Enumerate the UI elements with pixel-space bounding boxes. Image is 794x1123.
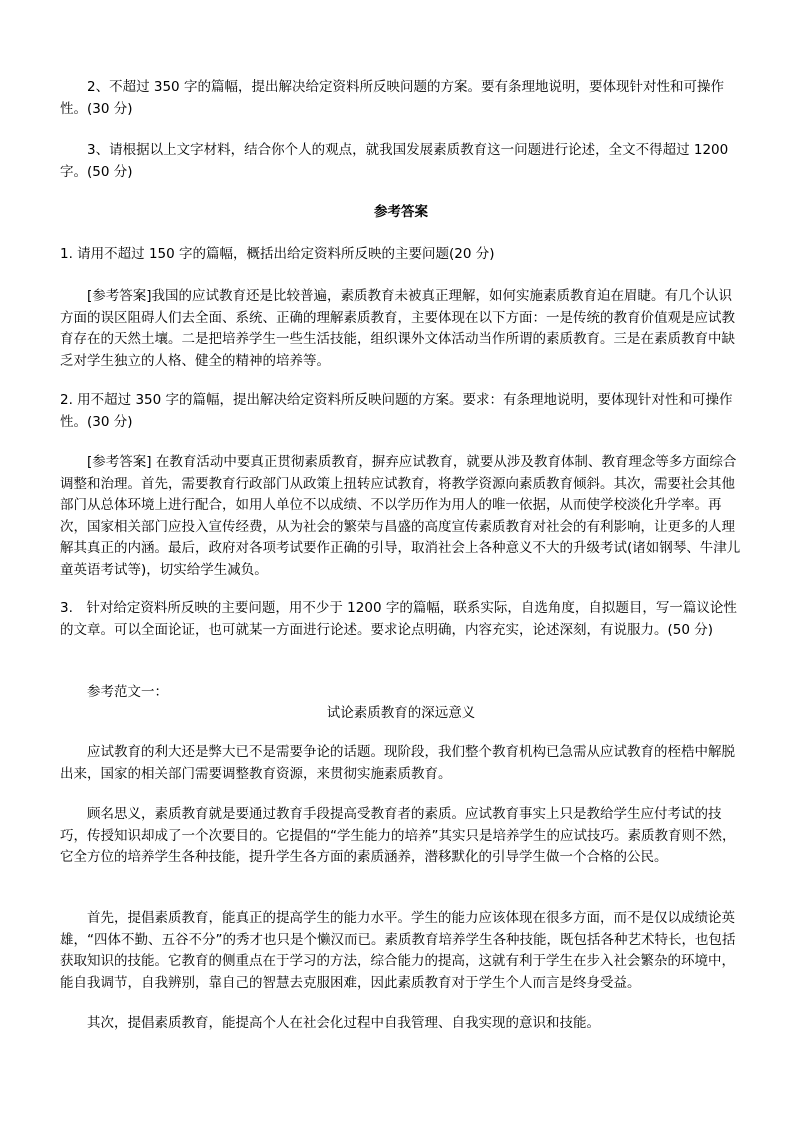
answers-heading: 参考答案 (374, 204, 428, 220)
answer-1-reference: [参考答案]我国的应试教育还是比较普遍，素质教育未被真正理解，如何实施素质教育迫在眉睫。有几个认识方面的误区阻碍人们去全面、系统、正确的理解素质教育，主要体现在以下方面：一是传统的教育价值观是应试教育存在的天然土壤。二是把培养学生一些生活技能，组织课外文体活动当作所谓的素质教育。三是在素质教育中缺乏对学生独立的人格、健全的精神的培养等。 (60, 288, 735, 369)
essay-label: 参考范文一： (87, 684, 168, 700)
answer-1-question: 1. 请用不超过 150 字的篇幅，概括出给定资料所反映的主要问题(20 分) (60, 246, 495, 262)
answer-3-question: 3. 针对给定资料所反映的主要问题，用不少于 1200 字的篇幅，联系实际，自选角度，自拟题目，写一篇议论性的文章。可以全面论证，也可就某一方面进行论述。要求论点明确，内容充实，论述深刻，有说服力。(50 分) (60, 600, 737, 638)
essay-paragraph: 顾名思义，素质教育就是要通过教育手段提高受教育者的素质。应试教育事实上只是教给学生应付考试的技巧，传授知识却成了一个次要目的。它提倡的“学生能力的培养”其实只是培养学生的应试技巧。素质教育则不然，它全方位的培养学生各种技能，提升学生各方面的素质涵养，潜移默化的引导学生做一个合格的公民。 (60, 806, 736, 865)
answer-2-reference: [参考答案] 在教育活动中要真正贯彻素质教育，摒弃应试教育，就要从涉及教育体制、教育理念等多方面综合调整和治理。首先，需要教育行政部门从政策上扭转应试教育，将教学资源向素质教育倾斜。其次，需要社会其他部门从总体环境上进行配合，如用人单位不以成绩、不以学历作为用人的唯一依据，从而使学校淡化升学率。再次，国家相关部门应投入宣传经费，从为社会的繁荣与昌盛的高度宣传素质教育对社会的有利影响，让更多的人理解其真正的内涵。最后，政府对各项考试要作正确的引导，取消社会上各种意义不大的升级考试(诸如钢琴、牛津儿童英语考试等)，切实给学生减负。 (60, 454, 741, 578)
question-2: 2、不超过 350 字的篇幅，提出解决给定资料所反映问题的方案。要有条理地说明，要体现针对性和可操作性。(30 分) (60, 79, 724, 117)
essay-paragraph: 应试教育的利大还是弊大已不是需要争论的话题。现阶段，我们整个教育机构已急需从应试教育的桎梏中解脱出来，国家的相关部门需要调整教育资源，来贯彻实施素质教育。 (60, 744, 735, 782)
essay-title: 试论素质教育的深远意义 (326, 705, 476, 721)
answer-2-question: 2. 用不超过 350 字的篇幅，提出解决给定资料所反映问题的方案。要求：有条理地说明，要体现针对性和可操作性。(30 分) (60, 392, 733, 430)
essay-paragraph: 其次，提倡素质教育，能提高个人在社会化过程中自我管理、自我实现的意识和技能。 (87, 1015, 600, 1031)
essay-paragraph: 首先，提倡素质教育，能真正的提高学生的能力水平。学生的能力应该体现在很多方面，而不是仅以成绩论英雄，“四体不勤、五谷不分”的秀才也只是个懒汉而已。素质教育培养学生各种技能，既包括各种艺术特长，也包括获取知识的技能。它教育的侧重点在于学习的方法，综合能力的提高，这就有利于学生在步入社会繁杂的环境中，能自我调节，自我辨别，靠自己的智慧去克服困难，因此素质教育对于学生个人而言是终身受益。 (60, 910, 736, 991)
question-3: 3、请根据以上文字材料，结合你个人的观点，就我国发展素质教育这一问题进行论述，全文不得超过 1200 字。(50 分) (60, 142, 729, 180)
